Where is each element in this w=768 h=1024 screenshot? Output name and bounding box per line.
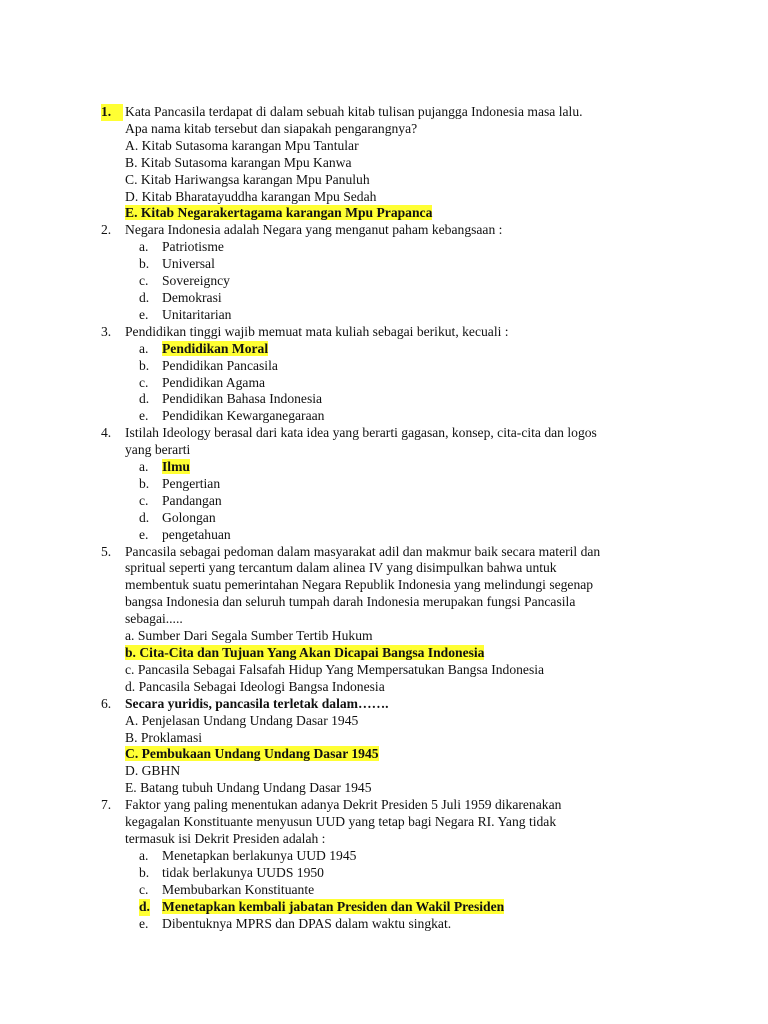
option-label: b. bbox=[139, 256, 150, 272]
option-text: Pendidikan Moral bbox=[162, 340, 269, 356]
option-text: B. Proklamasi bbox=[125, 729, 203, 745]
answer-option bbox=[125, 882, 701, 899]
option-text: Golongan bbox=[162, 509, 216, 525]
question-text-line: Apa nama kitab tersebut dan siapakah pengarangnya? bbox=[125, 120, 418, 136]
question-text-line: Faktor yang paling menentukan adanya Dekrit Presiden 5 Juli 1959 dikarenakan bbox=[125, 797, 562, 813]
question-item bbox=[101, 425, 701, 543]
option-text: tidak berlakunya UUDS 1950 bbox=[162, 864, 324, 880]
answer-option bbox=[125, 713, 701, 730]
option-label: a. bbox=[139, 459, 149, 475]
option-text: Unitaritarian bbox=[162, 306, 232, 322]
answer-option bbox=[125, 172, 701, 189]
answer-option bbox=[125, 780, 701, 797]
answer-option bbox=[125, 391, 701, 408]
option-label: e. bbox=[139, 526, 149, 542]
question-text-line: Kata Pancasila terdapat di dalam sebuah kitab tulisan pujangga Indonesia masa lalu. bbox=[125, 104, 583, 119]
option-label: c. bbox=[139, 492, 149, 508]
question-text-line: Negara Indonesia adalah Negara yang menganut paham kebangsaan : bbox=[125, 222, 503, 238]
answer-option bbox=[125, 730, 701, 747]
answer-option bbox=[125, 459, 701, 476]
question-number: 1. bbox=[101, 104, 123, 121]
option-label: c. bbox=[139, 374, 149, 390]
answer-option bbox=[125, 358, 701, 375]
option-label: d. bbox=[139, 391, 150, 407]
answer-option bbox=[125, 848, 701, 865]
option-text: d. Pancasila Sebagai Ideologi Bangsa Indonesia bbox=[125, 678, 385, 694]
answer-option bbox=[125, 341, 701, 358]
answer-option bbox=[125, 645, 701, 662]
answer-option bbox=[125, 510, 701, 527]
question-number: 4. bbox=[101, 425, 112, 441]
answer-option bbox=[125, 239, 701, 256]
option-text: Pendidikan Agama bbox=[162, 374, 266, 390]
option-label: a. bbox=[139, 847, 149, 863]
option-text: C. Kitab Hariwangsa karangan Mpu Panuluh bbox=[125, 171, 370, 187]
option-text: Universal bbox=[162, 256, 215, 272]
option-label: d. bbox=[139, 289, 150, 305]
answer-option bbox=[125, 679, 701, 696]
question-text-line: termasuk isi Dekrit Presiden adalah : bbox=[125, 830, 326, 846]
option-text: Patriotisme bbox=[162, 239, 224, 255]
option-text: Pendidikan Bahasa Indonesia bbox=[162, 391, 323, 407]
answer-option bbox=[125, 865, 701, 882]
option-label: e. bbox=[139, 408, 149, 424]
option-text: D. GBHN bbox=[125, 763, 181, 779]
answer-option bbox=[125, 662, 701, 679]
option-text: E. Batang tubuh Undang Undang Dasar 1945 bbox=[125, 780, 372, 796]
option-text: E. Kitab Negarakertagama karangan Mpu Prapanca bbox=[125, 205, 433, 221]
option-text: Pendidikan Kewarganegaraan bbox=[162, 408, 325, 424]
option-label: d. bbox=[139, 509, 150, 525]
answer-option bbox=[125, 205, 701, 222]
question-number: 7. bbox=[101, 797, 112, 813]
question-text-line: bangsa Indonesia dan seluruh tumpah darah Indonesia merupakan fungsi Pancasila bbox=[125, 594, 576, 610]
question-item bbox=[101, 104, 701, 222]
question-text-line: Istilah Ideology berasal dari kata idea yang berarti gagasan, konsep, cita-cita dan logos bbox=[125, 425, 597, 441]
answer-option bbox=[125, 493, 701, 510]
answer-option bbox=[125, 408, 701, 425]
question-number: 6. bbox=[101, 695, 112, 711]
question-number: 2. bbox=[101, 222, 112, 238]
answer-option bbox=[125, 189, 701, 206]
question-text-line: yang berarti bbox=[125, 442, 191, 458]
question-text-line: Secara yuridis, pancasila terletak dalam……. bbox=[125, 695, 389, 711]
option-text: c. Pancasila Sebagai Falsafah Hidup Yang Mempersatukan Bangsa Indonesia bbox=[125, 661, 545, 677]
option-text: Ilmu bbox=[162, 459, 190, 475]
option-label: a. bbox=[139, 340, 149, 356]
answer-option bbox=[125, 746, 701, 763]
option-text: B. Kitab Sutasoma karangan Mpu Kanwa bbox=[125, 154, 352, 170]
question-text-line: sebagai..... bbox=[125, 611, 183, 627]
question-item bbox=[101, 544, 701, 696]
question-item bbox=[101, 696, 701, 797]
option-text: D. Kitab Bharatayuddha karangan Mpu Sedah bbox=[125, 188, 377, 204]
option-label: b. bbox=[139, 475, 150, 491]
answer-option bbox=[125, 307, 701, 324]
option-text: Membubarkan Konstituante bbox=[162, 881, 315, 897]
option-text: Pengertian bbox=[162, 475, 221, 491]
question-number: 3. bbox=[101, 323, 112, 339]
question-item bbox=[101, 222, 701, 323]
option-text: Sovereigncy bbox=[162, 273, 230, 289]
answer-option bbox=[125, 138, 701, 155]
answer-option bbox=[125, 527, 701, 544]
option-text: A. Kitab Sutasoma karangan Mpu Tantular bbox=[125, 137, 359, 153]
option-label: a. bbox=[139, 239, 149, 255]
option-label: e. bbox=[139, 306, 149, 322]
option-text: Pandangan bbox=[162, 492, 222, 508]
question-number: 5. bbox=[101, 543, 112, 559]
answer-option bbox=[125, 763, 701, 780]
answer-option bbox=[125, 476, 701, 493]
question-list bbox=[101, 104, 701, 932]
option-text: a. Sumber Dari Segala Sumber Tertib Hukum bbox=[125, 628, 373, 644]
question-text-line: Pancasila sebagai pedoman dalam masyarakat adil dan makmur baik secara materil dan bbox=[125, 543, 601, 559]
answer-option bbox=[125, 273, 701, 290]
option-text: b. Cita-Cita dan Tujuan Yang Akan Dicapai Bangsa Indonesia bbox=[125, 645, 485, 660]
option-text: Pendidikan Pancasila bbox=[162, 357, 278, 373]
option-label: c. bbox=[139, 273, 149, 289]
answer-option bbox=[125, 899, 701, 916]
option-text: A. Penjelasan Undang Undang Dasar 1945 bbox=[125, 712, 359, 728]
option-text: Demokrasi bbox=[162, 289, 222, 305]
option-label: b. bbox=[139, 864, 150, 880]
option-label: e. bbox=[139, 915, 149, 931]
option-text: pengetahuan bbox=[162, 526, 231, 542]
option-text: Menetapkan kembali jabatan Presiden dan Wakil Presiden bbox=[162, 898, 505, 914]
option-text: C. Pembukaan Undang Undang Dasar 1945 bbox=[125, 746, 379, 762]
question-item bbox=[101, 797, 701, 932]
option-label: c. bbox=[139, 881, 149, 897]
answer-option bbox=[125, 290, 701, 307]
answer-option bbox=[125, 916, 701, 933]
answer-option bbox=[125, 256, 701, 273]
question-text-line: spritual seperti yang tercantum dalam alinea IV yang disimpulkan bahwa untuk bbox=[125, 560, 557, 576]
answer-option bbox=[125, 628, 701, 645]
answer-option bbox=[125, 155, 701, 172]
option-text: Menetapkan berlakunya UUD 1945 bbox=[162, 847, 357, 863]
answer-option bbox=[125, 375, 701, 392]
option-text: Dibentuknya MPRS dan DPAS dalam waktu singkat. bbox=[162, 915, 452, 931]
question-text-line: membentuk suatu pemerintahan Negara Republik Indonesia yang melindungi segenap bbox=[125, 577, 594, 593]
question-item bbox=[101, 324, 701, 425]
question-text-line: kegagalan Konstituante menyusun UUD yang tetap bagi Negara RI. Yang tidak bbox=[125, 814, 557, 830]
option-label: d. bbox=[139, 898, 150, 914]
question-text-line: Pendidikan tinggi wajib memuat mata kuliah sebagai berikut, kecuali : bbox=[125, 323, 509, 339]
option-label: b. bbox=[139, 357, 150, 373]
